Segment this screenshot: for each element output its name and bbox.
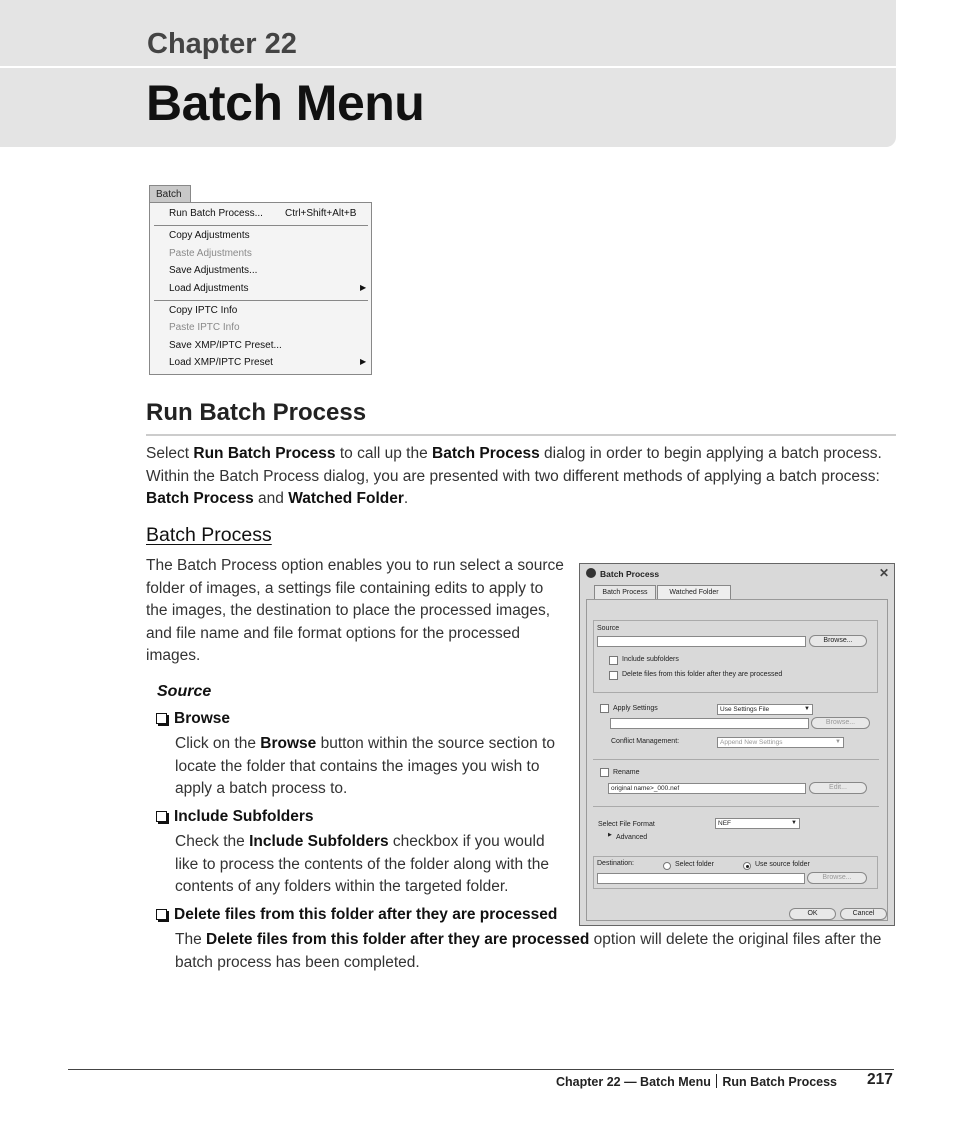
- source-browse-button[interactable]: Browse...: [809, 635, 867, 647]
- menu-item-paste-iptc-info: Paste IPTC Info: [169, 322, 240, 333]
- footer-divider: [68, 1069, 894, 1070]
- checkbox-bullet-icon: [156, 909, 167, 920]
- include-subfolders-label: Include subfolders: [622, 656, 679, 663]
- source-heading: Source: [157, 683, 212, 700]
- dropdown-arrow-icon: ▼: [804, 706, 810, 712]
- apply-settings-label: Apply Settings: [613, 705, 658, 712]
- use-source-folder-label: Use source folder: [755, 861, 810, 868]
- select-file-format-label: Select File Format: [598, 821, 655, 828]
- batch-menu-tab[interactable]: Batch: [149, 185, 191, 202]
- delete-files-checkbox[interactable]: [609, 671, 618, 680]
- menu-item-load-xmp-iptc-preset[interactable]: Load XMP/IPTC Preset: [169, 357, 273, 368]
- include-subfolders-heading: Include Subfolders: [156, 808, 314, 826]
- rename-checkbox[interactable]: [600, 768, 609, 777]
- menu-item-load-adjustments[interactable]: Load Adjustments: [169, 283, 249, 294]
- dialog-title: Batch Process: [600, 569, 660, 579]
- dialog-divider: [593, 806, 879, 807]
- conflict-management-select: Append New Settings ▼: [717, 737, 844, 748]
- batch-menu-screenshot: [149, 185, 372, 375]
- app-logo-icon: [586, 568, 596, 578]
- tab-watched-folder[interactable]: Watched Folder: [657, 585, 731, 599]
- advanced-expand-icon[interactable]: ▶: [608, 832, 612, 838]
- settings-browse-button: Browse...: [811, 717, 870, 729]
- page-number: 217: [867, 1071, 893, 1088]
- destination-browse-button: Browse...: [807, 872, 867, 884]
- subsection-description: The Batch Process option enables you to run select a source folder of images, a settings file containing edits to apply to the images, the destination to place the processed images, and file name and file format options for the processed images.: [146, 557, 564, 664]
- chapter-label: Chapter 22: [147, 28, 297, 60]
- submenu-arrow-icon: ▶: [360, 283, 367, 292]
- select-folder-label: Select folder: [675, 861, 714, 868]
- section-title: Run Batch Process: [146, 399, 367, 426]
- dialog-tab-pane: [586, 599, 888, 921]
- settings-source-select[interactable]: Use Settings File ▼: [717, 704, 813, 715]
- conflict-management-label: Conflict Management:: [611, 738, 680, 745]
- file-format-select[interactable]: NEF ▼: [715, 818, 800, 829]
- dialog-divider: [593, 759, 879, 760]
- source-group: [593, 620, 878, 693]
- menu-separator: [154, 225, 368, 226]
- apply-settings-checkbox[interactable]: [600, 704, 609, 713]
- destination-group: [593, 856, 878, 889]
- delete-files-heading: Delete files from this folder after they are processed: [156, 906, 557, 924]
- delete-files-label: Delete files from this folder after they are processed: [622, 671, 783, 678]
- header-divider: [0, 66, 896, 68]
- include-subfolders-description: Check the Include Subfolders checkbox if you would like to process the contents of the folder along with the contents of any folders within the targeted folder.: [175, 833, 549, 895]
- destination-label: Destination:: [597, 860, 634, 867]
- rename-pattern-field[interactable]: original name>_000.nef: [608, 783, 806, 794]
- batch-process-dialog-screenshot: [579, 563, 895, 926]
- section-divider: [146, 434, 896, 436]
- menu-separator: [154, 300, 368, 301]
- menu-item-paste-adjustments: Paste Adjustments: [169, 248, 252, 259]
- menu-item-save-xmp-iptc-preset[interactable]: Save XMP/IPTC Preset...: [169, 340, 282, 351]
- source-path-field[interactable]: [597, 636, 806, 647]
- include-subfolders-checkbox[interactable]: [609, 656, 618, 665]
- menu-item-copy-adjustments[interactable]: Copy Adjustments: [169, 230, 250, 241]
- footer-breadcrumb: Chapter 22 — Batch Menu Run Batch Process: [556, 1075, 838, 1089]
- advanced-label[interactable]: Advanced: [616, 834, 648, 841]
- footer-separator: [716, 1074, 718, 1088]
- chapter-title: Batch Menu: [146, 75, 425, 131]
- menu-item-run-batch-process[interactable]: Run Batch Process...: [169, 208, 263, 219]
- ok-button[interactable]: OK: [789, 908, 836, 920]
- checkbox-bullet-icon: [156, 713, 167, 724]
- close-icon[interactable]: ✕: [879, 566, 890, 580]
- menu-item-copy-iptc-info[interactable]: Copy IPTC Info: [169, 305, 238, 316]
- destination-path-field[interactable]: [597, 873, 805, 884]
- batch-menu-panel: [149, 202, 372, 375]
- dropdown-arrow-icon: ▼: [791, 820, 797, 826]
- rename-label: Rename: [613, 769, 640, 776]
- browse-heading: Browse: [156, 710, 230, 728]
- tab-batch-process[interactable]: Batch Process: [594, 585, 656, 599]
- use-source-folder-radio[interactable]: [743, 862, 751, 870]
- dropdown-arrow-icon: ▼: [835, 739, 841, 745]
- subsection-title: Batch Process: [146, 524, 272, 546]
- source-label: Source: [597, 625, 620, 632]
- chapter-header-band: [0, 0, 896, 147]
- settings-file-field[interactable]: [610, 718, 809, 729]
- menu-shortcut: Ctrl+Shift+Alt+B: [285, 208, 357, 219]
- submenu-arrow-icon: ▶: [360, 357, 367, 366]
- section-intro: Select Run Batch Process to call up the Batch Process dialog in order to begin applying a batch process. Within the Batch Process dialog, you are presented with two different methods of applying a batch process: Batch Process and Watched Folder.: [146, 445, 882, 507]
- rename-edit-button: Edit...: [809, 782, 867, 794]
- delete-files-description: The Delete files from this folder after they are processed option will delete the original files after the batch process has been completed.: [175, 931, 882, 971]
- select-folder-radio[interactable]: [663, 862, 671, 870]
- checkbox-bullet-icon: [156, 811, 167, 822]
- menu-item-save-adjustments[interactable]: Save Adjustments...: [169, 265, 258, 276]
- browse-description: Click on the Browse button within the source section to locate the folder that contains the images you wish to apply a batch process to.: [175, 735, 555, 797]
- cancel-button[interactable]: Cancel: [840, 908, 887, 920]
